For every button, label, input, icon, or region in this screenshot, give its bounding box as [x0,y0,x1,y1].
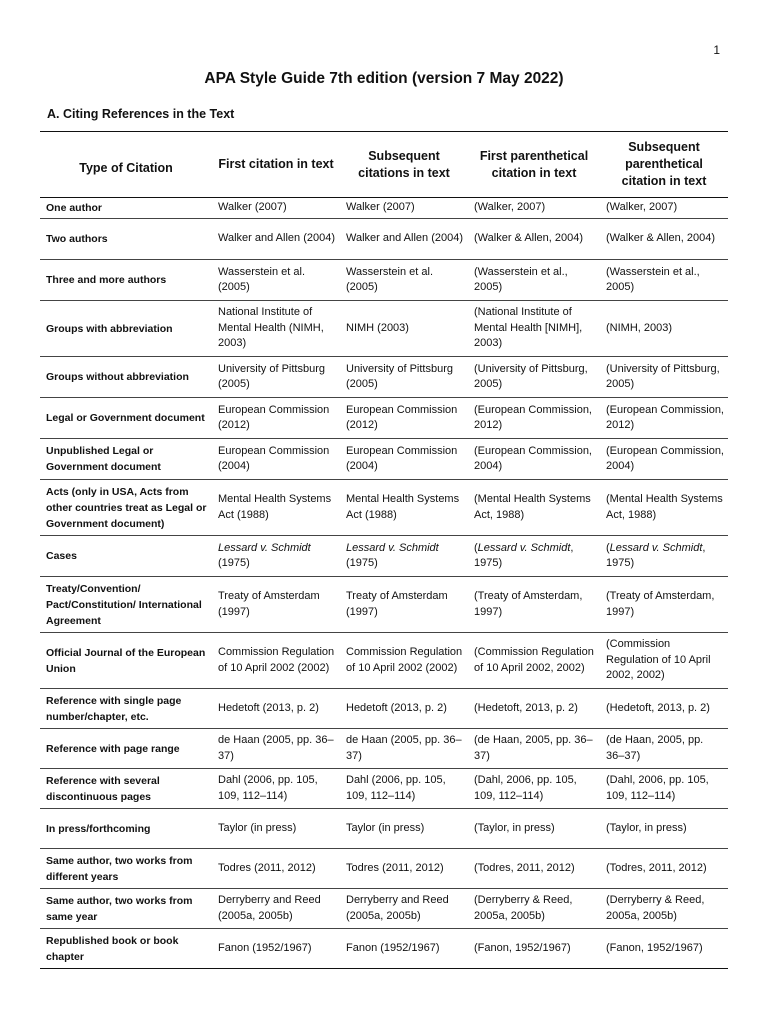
first-citation: de Haan (2005, pp. 36–37) [212,729,340,769]
table-row [40,849,728,889]
subsequent-citation: Fanon (1952/1967) [340,929,468,969]
case-name: Lessard v. Schmidt [609,541,703,554]
first-citation: Derryberry and Reed (2005a, 2005b) [212,889,340,929]
subsequent-citation: Mental Health Systems Act (1988) [340,480,468,536]
subsequent-parenthetical: (Derryberry & Reed, 2005a, 2005b) [600,889,728,929]
subsequent-citation: Derryberry and Reed (2005a, 2005b) [340,889,468,929]
subsequent-parenthetical: (Wasserstein et al., 2005) [600,260,728,301]
subsequent-parenthetical: (Commission Regulation of 10 April 2002, 2002) [600,633,728,689]
citation-type: Same author, two works from same year [40,889,212,929]
table-row [40,633,728,689]
page-number: 1 [713,43,720,57]
case-name: Lessard v. Schmidt [346,541,439,554]
subsequent-parenthetical: (Walker, 2007) [600,198,728,219]
subsequent-citation [340,536,468,577]
table-row [40,809,728,849]
citation-type: Reference with several discontinuous pages [40,769,212,809]
subsequent-citation: Wasserstein et al. (2005) [340,260,468,301]
header-subsequent-parenthetical: Subsequent parenthetical citation in text [600,132,728,198]
citation-type: One author [40,198,212,219]
subsequent-parenthetical: (Todres, 2011, 2012) [600,849,728,889]
subsequent-citation: Walker and Allen (2004) [340,219,468,260]
citation-type: Three and more authors [40,260,212,301]
subsequent-parenthetical: (European Commission, 2012) [600,398,728,439]
first-citation: Walker and Allen (2004) [212,219,340,260]
section-heading: A. Citing References in the Text [47,107,235,121]
subsequent-citation: Hedetoft (2013, p. 2) [340,689,468,729]
citation-type: Official Journal of the European Union [40,633,212,689]
paren-year: , 1975) [474,541,574,569]
first-parenthetical: (Taylor, in press) [468,809,600,849]
citation-type: Reference with single page number/chapter, etc. [40,689,212,729]
first-parenthetical: (Derryberry & Reed, 2005a, 2005b) [468,889,600,929]
citation-type: Cases [40,536,212,577]
subsequent-citation: Todres (2011, 2012) [340,849,468,889]
table-row [40,536,728,577]
case-year: (1975) [218,557,250,569]
subsequent-parenthetical: (Mental Health Systems Act, 1988) [600,480,728,536]
first-citation [212,536,340,577]
first-citation: Fanon (1952/1967) [212,929,340,969]
table-row [40,929,728,969]
subsequent-parenthetical: (Taylor, in press) [600,809,728,849]
subsequent-parenthetical: (Treaty of Amsterdam, 1997) [600,577,728,633]
first-citation: Walker (2007) [212,198,340,219]
subsequent-citation: Walker (2007) [340,198,468,219]
table-row [40,398,728,439]
subsequent-citation: de Haan (2005, pp. 36–37) [340,729,468,769]
first-parenthetical [468,536,600,577]
paren-open: ( [606,541,610,554]
citation-type: Reference with page range [40,729,212,769]
first-parenthetical: (Fanon, 1952/1967) [468,929,600,969]
first-citation: Taylor (in press) [212,809,340,849]
first-citation: National Institute of Mental Health (NIMH, 2003) [212,301,340,357]
first-parenthetical: (Walker & Allen, 2004) [468,219,600,260]
first-citation: Dahl (2006, pp. 105, 109, 112–114) [212,769,340,809]
first-citation: European Commission (2012) [212,398,340,439]
subsequent-citation: European Commission (2012) [340,398,468,439]
table-row [40,480,728,536]
document-title: APA Style Guide 7th edition (version 7 May 2022) [204,70,564,87]
citation-type: Treaty/Convention/ Pact/Constitution/ International Agreement [40,577,212,633]
table-row [40,260,728,301]
first-parenthetical: (University of Pittsburg, 2005) [468,357,600,398]
table-header-row [40,132,728,198]
table-row [40,689,728,729]
header-first-parenthetical: First parenthetical citation in text [468,132,600,198]
first-parenthetical: (Treaty of Amsterdam, 1997) [468,577,600,633]
table-row [40,301,728,357]
paren-open: ( [474,541,478,554]
subsequent-parenthetical: (Fanon, 1952/1967) [600,929,728,969]
paren-year: , 1975) [606,541,706,569]
subsequent-parenthetical: (Hedetoft, 2013, p. 2) [600,689,728,729]
first-citation: University of Pittsburg (2005) [212,357,340,398]
table-row [40,439,728,480]
table-row [40,198,728,219]
first-parenthetical: (Hedetoft, 2013, p. 2) [468,689,600,729]
first-parenthetical: (Mental Health Systems Act, 1988) [468,480,600,536]
first-parenthetical: (Dahl, 2006, pp. 105, 109, 112–114) [468,769,600,809]
first-parenthetical: (National Institute of Mental Health [NIMH], 2003) [468,301,600,357]
first-citation: Todres (2011, 2012) [212,849,340,889]
subsequent-citation: University of Pittsburg (2005) [340,357,468,398]
subsequent-parenthetical: (NIMH, 2003) [600,301,728,357]
first-parenthetical: (European Commission, 2004) [468,439,600,480]
citation-type: In press/forthcoming [40,809,212,849]
table-row [40,769,728,809]
first-parenthetical: (Wasserstein et al., 2005) [468,260,600,301]
first-citation: Hedetoft (2013, p. 2) [212,689,340,729]
citation-type: Groups with abbreviation [40,301,212,357]
citation-type: Groups without abbreviation [40,357,212,398]
case-year: (1975) [346,557,378,569]
header-subsequent-citations: Subsequent citations in text [340,132,468,198]
subsequent-citation: European Commission (2004) [340,439,468,480]
first-citation: European Commission (2004) [212,439,340,480]
subsequent-citation: NIMH (2003) [340,301,468,357]
citation-type: Legal or Government document [40,398,212,439]
subsequent-parenthetical [600,536,728,577]
citation-type: Unpublished Legal or Government document [40,439,212,480]
citation-type: Two authors [40,219,212,260]
subsequent-parenthetical: (Walker & Allen, 2004) [600,219,728,260]
subsequent-parenthetical: (Dahl, 2006, pp. 105, 109, 112–114) [600,769,728,809]
header-type-of-citation: Type of Citation [40,132,212,198]
subsequent-parenthetical: (de Haan, 2005, pp. 36–37) [600,729,728,769]
citation-table [40,131,728,969]
first-citation: Treaty of Amsterdam (1997) [212,577,340,633]
table-row [40,729,728,769]
table-row [40,577,728,633]
first-parenthetical: (Todres, 2011, 2012) [468,849,600,889]
citation-type: Acts (only in USA, Acts from other countries treat as Legal or Government document) [40,480,212,536]
first-parenthetical: (European Commission, 2012) [468,398,600,439]
header-first-citation: First citation in text [212,132,340,198]
subsequent-citation: Treaty of Amsterdam (1997) [340,577,468,633]
subsequent-parenthetical: (European Commission, 2004) [600,439,728,480]
case-name: Lessard v. Schmidt [477,541,571,554]
first-parenthetical: (Commission Regulation of 10 April 2002, 2002) [468,633,600,689]
first-parenthetical: (Walker, 2007) [468,198,600,219]
citation-type: Republished book or book chapter [40,929,212,969]
subsequent-citation: Commission Regulation of 10 April 2002 (2002) [340,633,468,689]
subsequent-parenthetical: (University of Pittsburg, 2005) [600,357,728,398]
citation-type: Same author, two works from different years [40,849,212,889]
first-parenthetical: (de Haan, 2005, pp. 36–37) [468,729,600,769]
table-row [40,357,728,398]
first-citation: Commission Regulation of 10 April 2002 (2002) [212,633,340,689]
first-citation: Mental Health Systems Act (1988) [212,480,340,536]
subsequent-citation: Dahl (2006, pp. 105, 109, 112–114) [340,769,468,809]
table-row [40,219,728,260]
table-row [40,889,728,929]
case-name: Lessard v. Schmidt [218,541,311,554]
subsequent-citation: Taylor (in press) [340,809,468,849]
first-citation: Wasserstein et al. (2005) [212,260,340,301]
